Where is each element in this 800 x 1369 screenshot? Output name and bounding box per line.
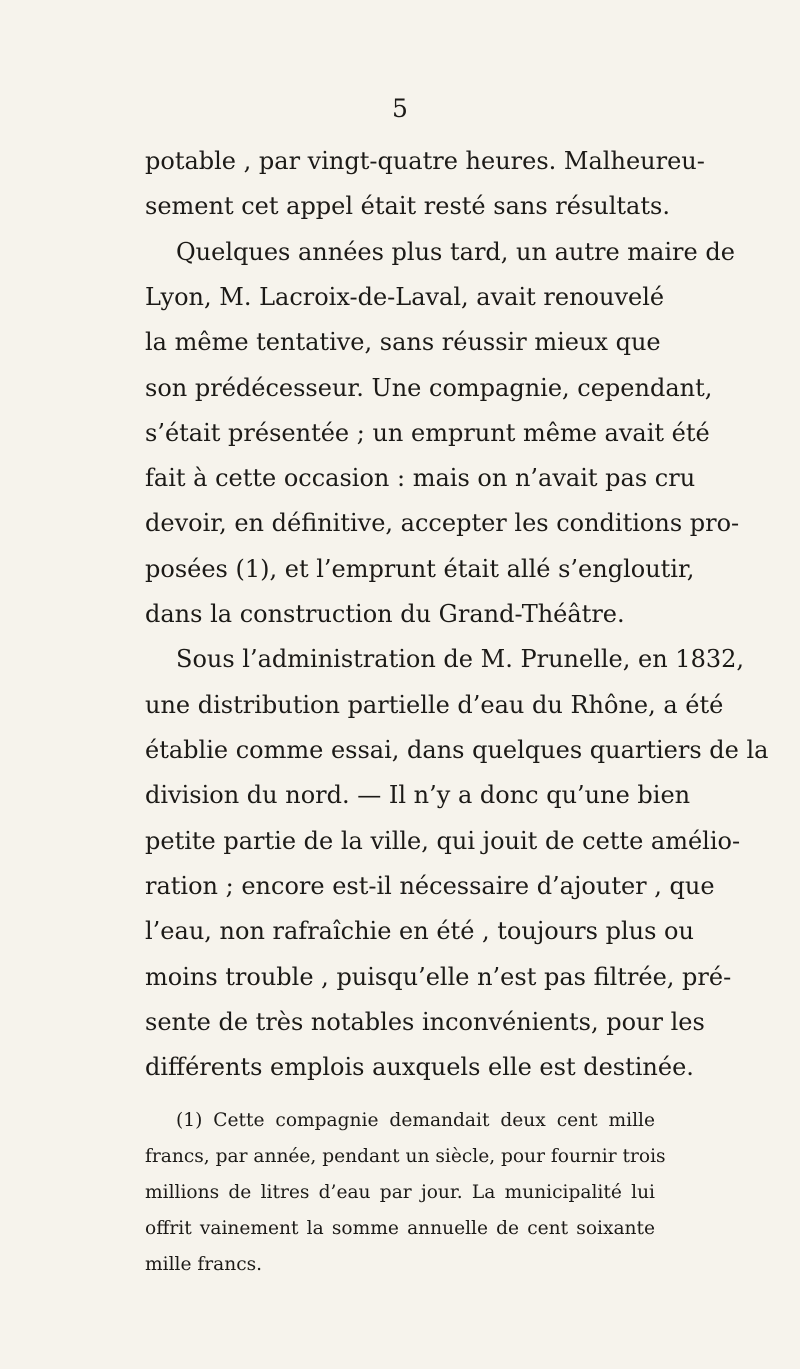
text-line: posées (1), et l’emprunt était allé s’engloutir,: [145, 555, 695, 583]
text-line: fait à cette occasion : mais on n’avait pas cru: [145, 464, 696, 492]
text-line: sement cet appel était resté sans résultats.: [145, 192, 670, 220]
text-line: devoir, en définitive, accepter les conditions pro-: [145, 509, 740, 537]
text-line: Quelques années plus tard, un autre maire de: [176, 238, 735, 266]
text-line: moins trouble , puisqu’elle n’est pas filtrée, pré-: [145, 963, 732, 991]
text-line: Sous l’administration de M. Prunelle, en 1832,: [176, 645, 745, 673]
text-line: s’était présentée ; un emprunt même avait été: [145, 419, 710, 447]
footnote-line: (1) Cette compagnie demandait deux cent mille: [176, 1110, 655, 1131]
text-line: la même tentative, sans réussir mieux que: [145, 328, 661, 356]
text-line: ration ; encore est-il nécessaire d’ajouter , que: [145, 872, 715, 900]
text-line: division du nord. — Il n’y a donc qu’une bien: [145, 781, 691, 809]
text-line: dans la construction du Grand-Théâtre.: [145, 600, 625, 628]
footnote-line: offrit vainement la somme annuelle de cent soixante: [145, 1218, 655, 1239]
text-line: Lyon, M. Lacroix-de-Laval, avait renouvelé: [145, 283, 665, 311]
text-line: établie comme essai, dans quelques quartiers de la: [145, 736, 769, 764]
text-line: une distribution partielle d’eau du Rhône, a été: [145, 691, 724, 719]
text-line: son prédécesseur. Une compagnie, cependant,: [145, 374, 713, 402]
text-line: potable , par vingt-quatre heures. Malheureu-: [145, 147, 705, 175]
footnote-line: mille francs.: [145, 1254, 263, 1275]
text-line: petite partie de la ville, qui jouit de cette amélio-: [145, 827, 741, 855]
text-line: sente de très notables inconvénients, pour les: [145, 1008, 705, 1036]
footnote-line: francs, par année, pendant un siècle, pour fournir trois: [145, 1146, 666, 1167]
page-number: 5: [392, 94, 408, 123]
text-line: différents emplois auxquels elle est destinée.: [145, 1053, 694, 1081]
footnote-line: millions de litres d’eau par jour. La municipalité lui: [145, 1182, 655, 1203]
text-line: l’eau, non rafraîchie en été , toujours plus ou: [145, 917, 694, 945]
